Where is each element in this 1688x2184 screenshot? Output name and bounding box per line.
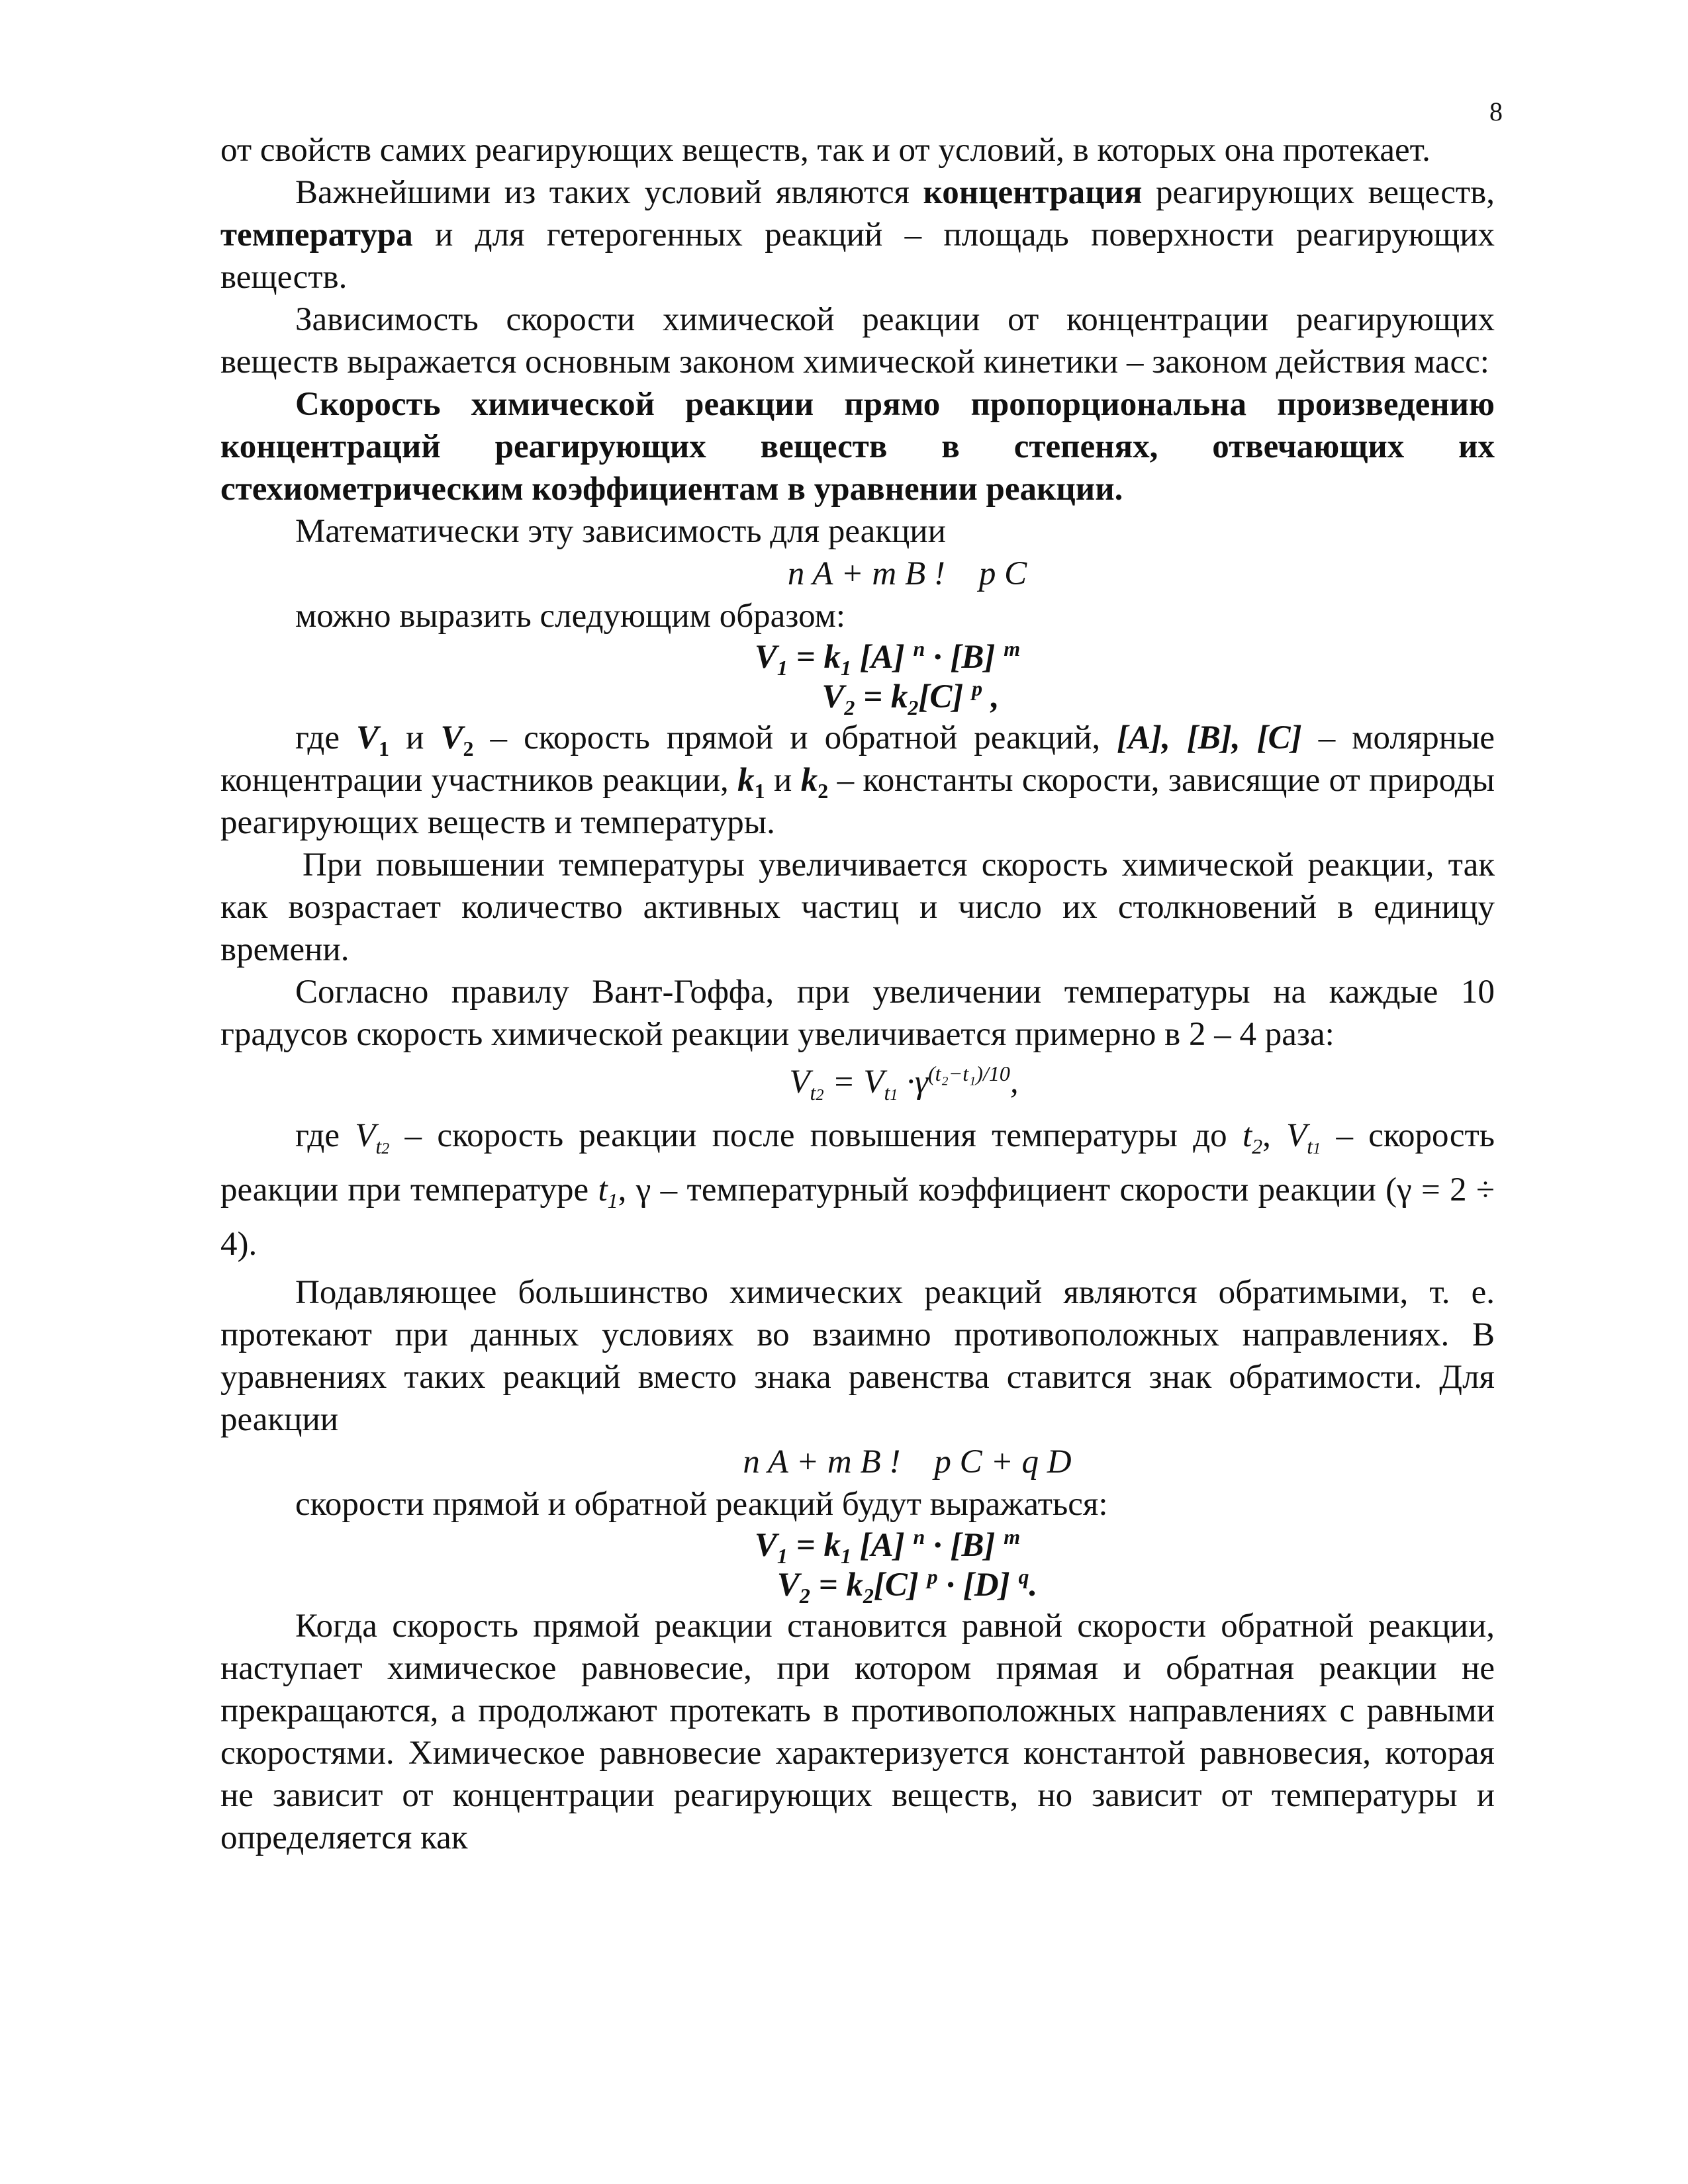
- punct: .: [1029, 1567, 1038, 1604]
- term-temperature: температура: [220, 216, 413, 253]
- text: – скорость прямой и обратной реакций,: [473, 719, 1117, 756]
- symbol-v1: V: [356, 719, 379, 756]
- page-number: 8: [1489, 97, 1503, 126]
- paragraph-math-intro: Математически эту зависимость для реакции: [295, 513, 946, 550]
- subscript: 1: [776, 1544, 788, 1569]
- power-m: m: [1004, 1525, 1021, 1549]
- symbol-v: V: [821, 678, 845, 715]
- paragraph-equilibrium: Когда скорость прямой реакции становится равной скорости обратной реакции, наступает химическое равновесие, при котором прямая и обратная реакции не прекращаются, а продолжают протекать в противоположных направлениях с равными скоростями. Химическое равновесие характеризуется константой равновесия, которая не зависит от концентрации реагирующих веществ, но зависит от температуры и определяется как: [220, 1608, 1495, 1856]
- rate-equation-v1: [220, 637, 1495, 680]
- symbol-k2: k: [800, 762, 818, 799]
- symbol-k: = k: [810, 1567, 863, 1604]
- rate-equation-v2: [220, 676, 1495, 720]
- subscript: 2: [818, 779, 829, 803]
- page-body: [220, 129, 1495, 1859]
- symbol-v2: V: [440, 719, 463, 756]
- reaction-equation-1: n A + m B ! p C: [787, 555, 1027, 592]
- power-q: q: [1018, 1565, 1029, 1588]
- conc-c: [C]: [918, 678, 972, 715]
- symbol-v: V: [355, 1117, 376, 1154]
- subscript: 2: [463, 737, 474, 761]
- conc-b: · [B]: [925, 639, 1004, 676]
- text: где: [295, 719, 357, 756]
- term-concentration: концентрация: [923, 174, 1143, 211]
- power-n: n: [913, 637, 925, 660]
- subscript: 1: [776, 656, 788, 680]
- subscript-t: t: [375, 1134, 382, 1159]
- subscript: 1: [754, 779, 765, 803]
- text: где: [295, 1117, 355, 1154]
- symbol-v: V: [789, 1064, 810, 1101]
- subscript: 2: [908, 696, 919, 720]
- symbol-k: = k: [787, 639, 841, 676]
- subscript: 2: [816, 1087, 824, 1105]
- text: – скорость реакции при температуре: [220, 1117, 1495, 1208]
- subscript: 1: [840, 656, 851, 680]
- conc-c: [C]: [873, 1567, 927, 1604]
- subscript: 2: [381, 1140, 390, 1158]
- subscript-t: t: [1307, 1134, 1313, 1159]
- power-m: m: [1004, 637, 1021, 660]
- vant-hoff-equation: [220, 1056, 1495, 1109]
- symbol-v: V: [754, 639, 777, 676]
- symbol-gamma: ·γ: [898, 1064, 929, 1101]
- symbol-v: V: [754, 1527, 777, 1564]
- symbol-k: = k: [855, 678, 908, 715]
- subscript: 1: [607, 1189, 618, 1213]
- exponent: (t₂−t₁)/10: [928, 1062, 1010, 1085]
- paragraph-reversible: Подавляющее большинство химических реакций являются обратимыми, т. е. протекают при данных условиях во взаимно противоположных направлениях. В уравнениях таких реакций вместо знака равенства ставится знак обратимости. Для реакции: [220, 1274, 1495, 1438]
- text: и: [389, 719, 441, 756]
- subscript-t: t: [884, 1081, 890, 1105]
- paragraph-conditions: [220, 171, 1495, 298]
- symbol-k: = k: [787, 1527, 841, 1564]
- subscript: 2: [844, 696, 855, 720]
- text: и: [765, 762, 801, 799]
- conc-d: · [D]: [937, 1567, 1019, 1604]
- text: Важнейшими из таких условий являются: [295, 174, 923, 211]
- paragraph-vant-hoff: Согласно правилу Вант-Гоффа, при увеличении температуры на каждые 10 градусов скорость химической реакции увеличивается примерно в 2 – 4 раза:: [220, 974, 1495, 1053]
- paragraph-express: можно выразить следующим образом:: [295, 598, 846, 635]
- rate-equation-v1-reversible: [220, 1525, 1495, 1569]
- symbol-v: V: [776, 1567, 800, 1604]
- rate-equation-v2-reversible: [220, 1565, 1495, 1608]
- subscript: 2: [799, 1584, 810, 1608]
- paragraph-rates-expressed: скорости прямой и обратной реакций будут выражаться:: [295, 1486, 1108, 1523]
- symbol-k1: k: [737, 762, 755, 799]
- text: , γ – температурный коэффициент скорости реакции (γ = 2 ÷ 4).: [220, 1171, 1495, 1263]
- conc-a: [A]: [851, 639, 914, 676]
- conc-b: · [B]: [925, 1527, 1004, 1564]
- punct: ,: [1009, 1064, 1019, 1101]
- symbol-t2: t: [1242, 1117, 1252, 1154]
- subscript: 1: [1313, 1140, 1321, 1158]
- text: и для гетерогенных реакций – площадь поверхности реагирующих веществ.: [220, 216, 1495, 296]
- power-n: n: [913, 1525, 925, 1549]
- paragraph-temperature-effect: При повышении температуры увеличивается скорость химической реакции, так как возрастает количество активных частиц и число их столкновений в единицу времени.: [220, 846, 1495, 968]
- subscript: 1: [379, 737, 390, 761]
- subscript: 1: [840, 1544, 851, 1569]
- text: ,: [1262, 1117, 1287, 1154]
- text: – константы скорости, зависящие от природы реагирующих веществ и температуры.: [220, 762, 1495, 841]
- symbol-t1: t: [598, 1171, 608, 1208]
- text: реагирующих веществ,: [1142, 174, 1495, 211]
- paragraph-vant-hoff-definitions: [220, 1109, 1495, 1271]
- subscript: 1: [890, 1087, 898, 1105]
- punct: ,: [982, 678, 1000, 715]
- subscript: 2: [1252, 1134, 1263, 1159]
- subscript: 2: [863, 1584, 874, 1608]
- conc-a: [A]: [851, 1527, 914, 1564]
- paragraph-definitions: [220, 717, 1495, 844]
- symbol-v: V: [1286, 1117, 1307, 1154]
- subscript-t: t: [810, 1081, 816, 1105]
- paragraph-mass-action-intro: Зависимость скорости химической реакции от концентрации реагирующих веществ выражается основным законом химической кинетики – законом действия масс:: [220, 301, 1495, 381]
- power-p: p: [927, 1565, 938, 1588]
- text: – молярные концентрации участников реакции,: [220, 719, 1495, 799]
- concentrations: [A], [B], [C]: [1117, 719, 1302, 756]
- reaction-equation-2: n A + m B ! p C + q D: [743, 1443, 1072, 1480]
- power-p: p: [972, 676, 983, 700]
- symbol-v: = V: [823, 1064, 884, 1101]
- paragraph-continuation: от свойств самих реагирующих веществ, так и от условий, в которых она протекает.: [220, 132, 1430, 169]
- text: – скорость реакции после повышения температуры до: [389, 1117, 1243, 1154]
- law-of-mass-action: Скорость химической реакции прямо пропорциональна произведению концентраций реагирующих веществ в степенях, отвечающих их стехиометрическим коэффициентам в уравнении реакции.: [220, 386, 1495, 508]
